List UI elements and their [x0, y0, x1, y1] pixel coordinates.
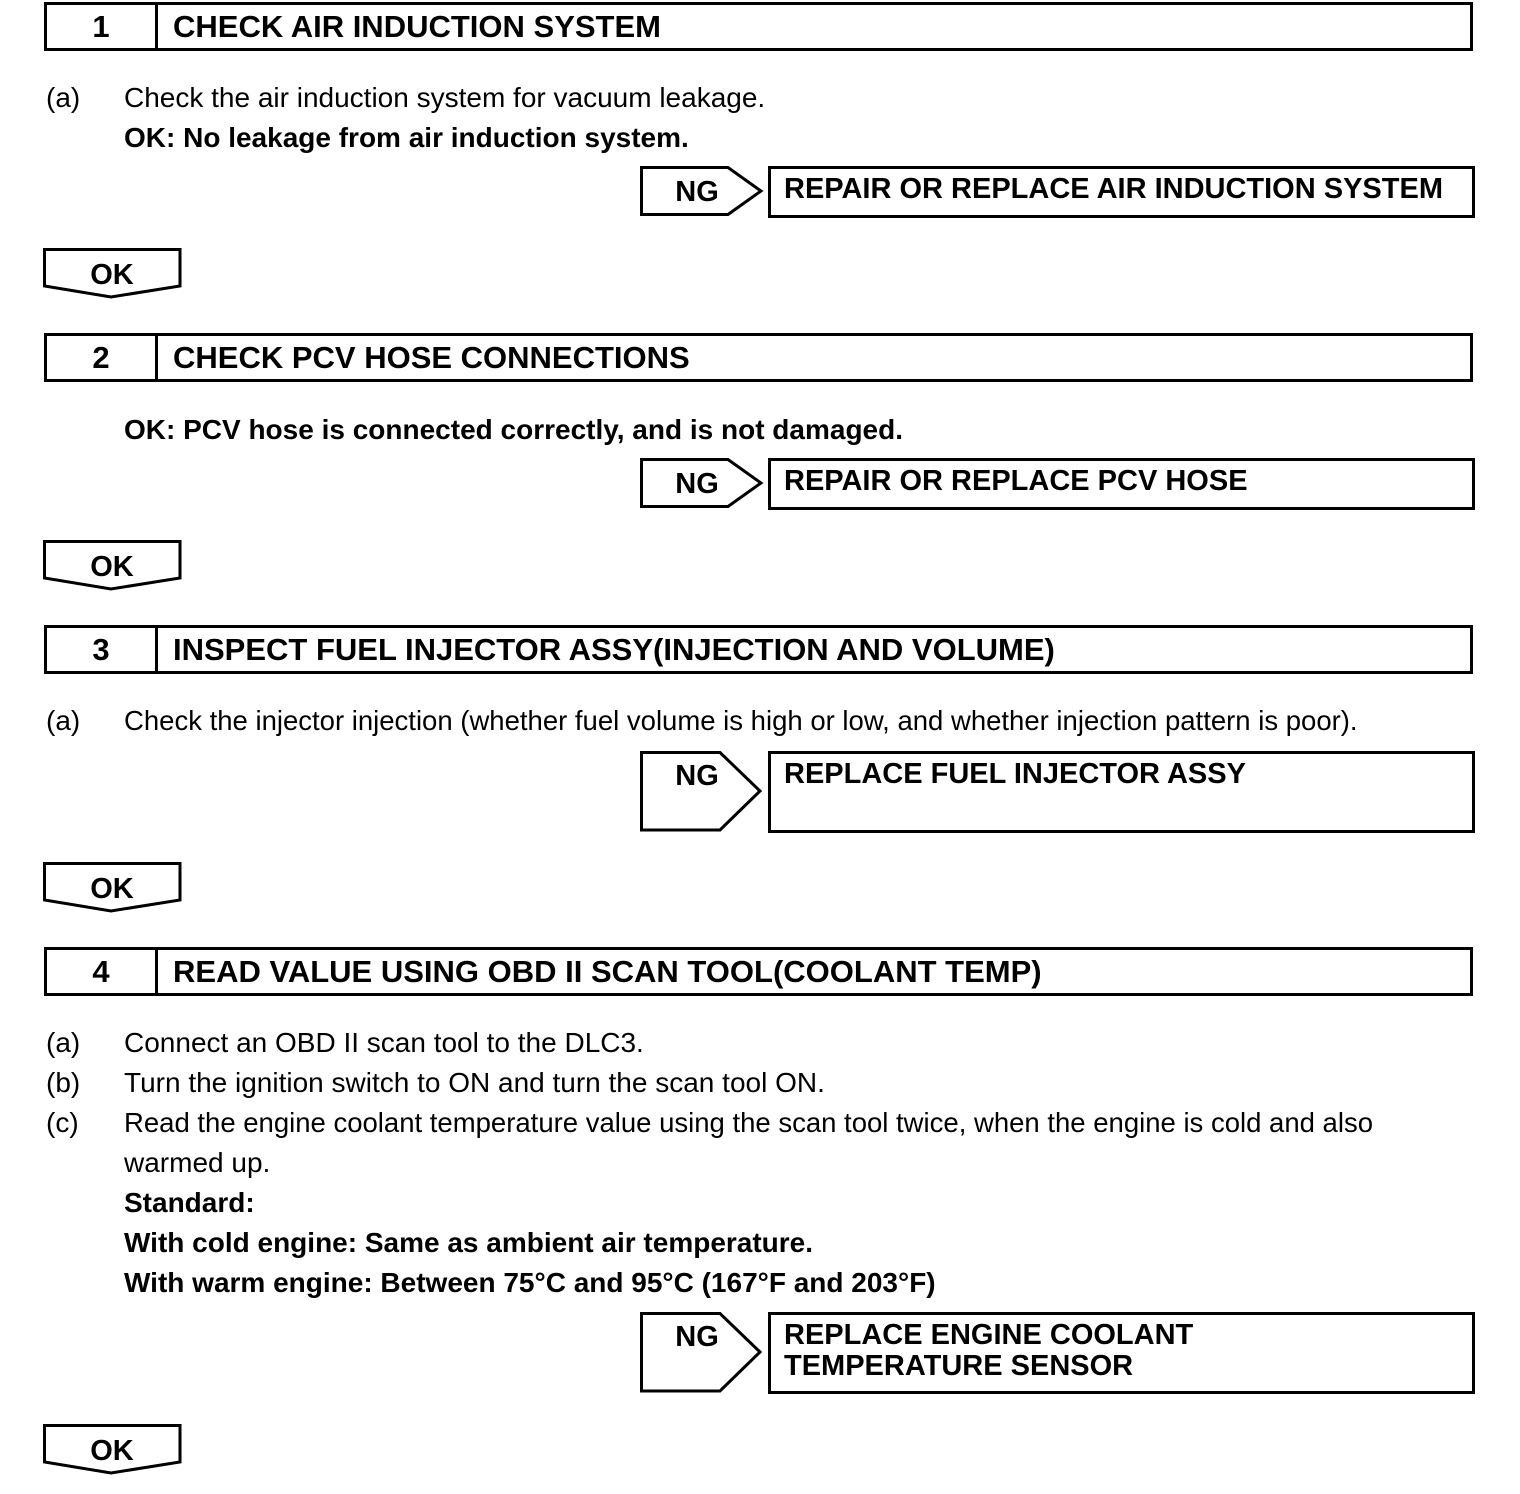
ng-label: NG: [675, 1321, 719, 1353]
ng-label: NG: [675, 176, 719, 208]
ok-tab-label: OK: [90, 1435, 134, 1467]
step-title: CHECK PCV HOSE CONNECTIONS: [173, 340, 690, 375]
step-title: CHECK AIR INDUCTION SYSTEM: [173, 9, 661, 44]
result-box: [768, 458, 1475, 510]
result-text: REPLACE ENGINE COOLANT TEMPERATURE SENSOR: [784, 1319, 1194, 1382]
standard-warm: With warm engine: Between 75°C and 95°C (167°F and 203°F): [124, 1267, 936, 1298]
standard-heading: Standard:: [124, 1187, 255, 1218]
result-text: REPLACE FUEL INJECTOR ASSY: [784, 758, 1246, 790]
item-text: Check the air induction system for vacuum leakage.: [124, 82, 766, 113]
item-label: (a): [46, 82, 81, 113]
step-number: 2: [47, 336, 158, 379]
step-3-header: [44, 625, 1473, 674]
step-title: READ VALUE USING OBD II SCAN TOOL(COOLANT TEMP): [173, 954, 1042, 989]
result-box: [768, 166, 1475, 218]
ok-criteria: OK: PCV hose is connected correctly, and is not damaged.: [124, 414, 903, 445]
ok-tab-label: OK: [90, 259, 134, 291]
item-label: (c): [46, 1107, 79, 1138]
item-label: (a): [46, 1027, 81, 1058]
result-text: REPAIR OR REPLACE PCV HOSE: [784, 465, 1248, 497]
step-number: 1: [47, 5, 158, 48]
result-text: REPAIR OR REPLACE AIR INDUCTION SYSTEM: [784, 173, 1443, 205]
step-4-header: [44, 947, 1473, 996]
result-box: [768, 751, 1475, 833]
ok-tab-label: OK: [90, 873, 134, 905]
ok-tab-label: OK: [90, 551, 134, 583]
item-text-continuation: warmed up.: [124, 1147, 271, 1178]
item-label: (b): [46, 1067, 81, 1098]
step-2-header: [44, 333, 1473, 382]
item-label: (a): [46, 705, 81, 736]
standard-cold: With cold engine: Same as ambient air temperature.: [124, 1227, 814, 1258]
ng-label: NG: [675, 760, 719, 792]
step-title: INSPECT FUEL INJECTOR ASSY(INJECTION AND VOLUME): [173, 632, 1055, 667]
item-text: Read the engine coolant temperature value using the scan tool twice, when the engine is cold and also: [124, 1107, 1374, 1138]
item-text: Connect an OBD II scan tool to the DLC3.: [124, 1027, 644, 1058]
ok-criteria: OK: No leakage from air induction system.: [124, 122, 689, 153]
ng-label: NG: [675, 468, 719, 500]
result-box: [768, 1312, 1475, 1394]
step-number: 3: [47, 628, 158, 671]
step-number: 4: [47, 950, 158, 993]
item-text: Check the injector injection (whether fuel volume is high or low, and whether injection pattern is poor).: [124, 705, 1358, 736]
step-1-header: [44, 2, 1473, 51]
item-text: Turn the ignition switch to ON and turn the scan tool ON.: [124, 1067, 825, 1098]
